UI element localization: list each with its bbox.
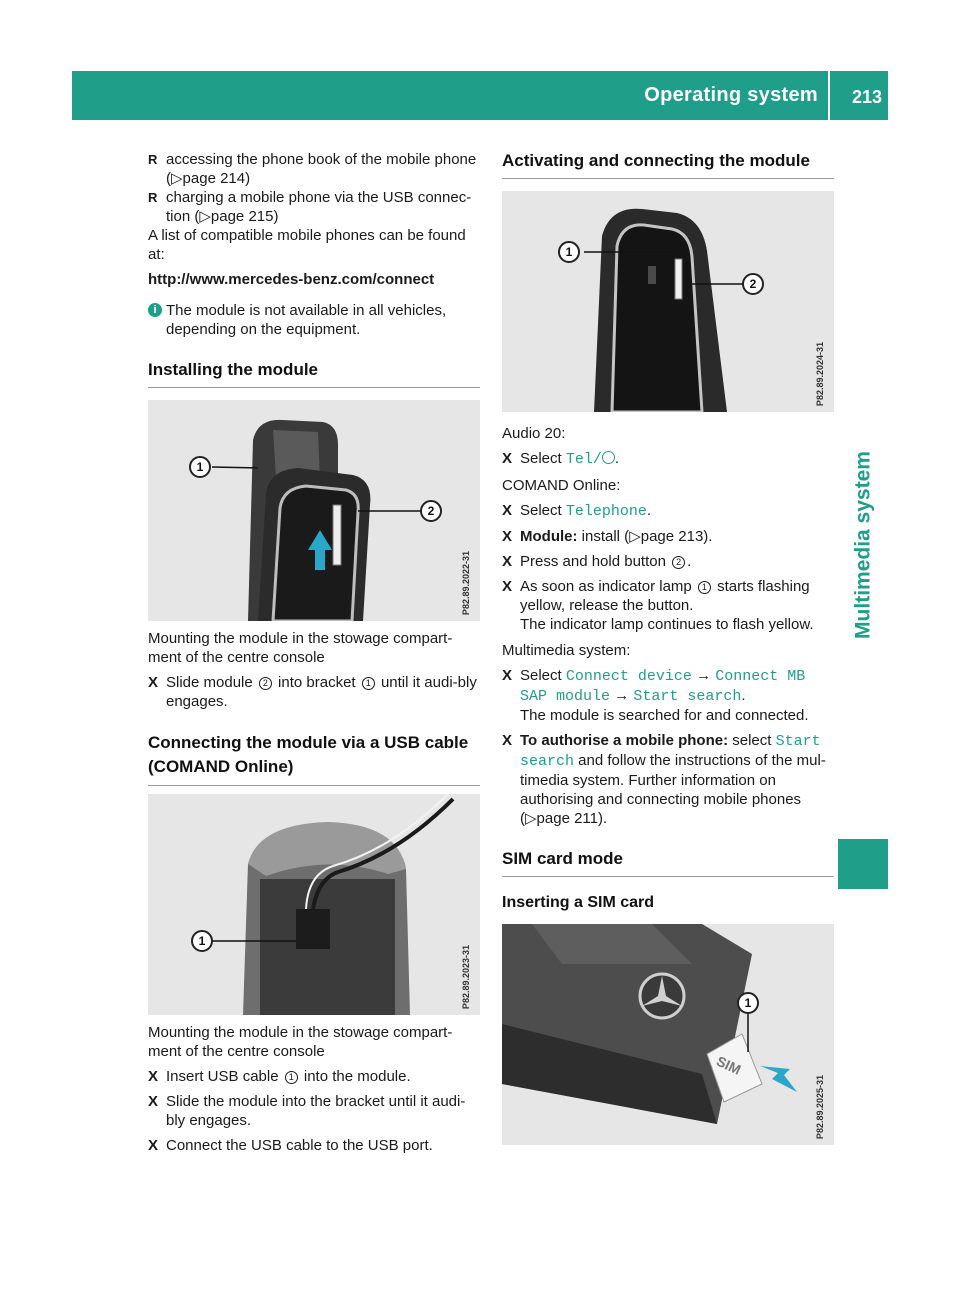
figure-inserting-sim: [502, 924, 834, 1145]
bullet-r-icon: R: [148, 152, 158, 167]
step-x-icon: X: [148, 1137, 159, 1154]
step-slide-bracket: X Slide the module into the bracket until it audi-bly engages.: [148, 1093, 466, 1129]
step-x-icon: X: [502, 502, 513, 519]
sim-card-illustration: [502, 924, 834, 1145]
menu-connect-device[interactable]: Connect device: [565, 668, 692, 685]
page-number: 213: [851, 87, 882, 107]
page-ref-arrow-icon: ▷: [629, 528, 641, 545]
globe-icon: [602, 451, 615, 464]
header-title: Operating system: [644, 84, 818, 106]
right-column: [502, 150, 834, 1145]
menu-start[interactable]: Start: [775, 733, 821, 750]
section-sim-title: SIM card mode: [502, 848, 834, 877]
page-ref-214[interactable]: page 214): [182, 170, 251, 187]
figure1-caption: Mounting the module in the stowage compart-ment of the centre console: [148, 630, 453, 666]
step-indicator-lamp: X As soon as indicator lamp 1 starts flashing yellow, release the button. The indicator lamp continues to flash yellow.: [502, 578, 814, 633]
menu-start-search[interactable]: Start search: [633, 688, 742, 705]
step-x-icon: X: [502, 667, 513, 684]
page-ref-211[interactable]: page 211).: [536, 810, 608, 827]
usb-cable-illustration: [148, 794, 480, 1015]
step-x-icon: X: [502, 553, 513, 570]
svg-text:SIM: SIM: [714, 1052, 744, 1078]
menu-tel[interactable]: Tel/: [565, 451, 602, 468]
step-x-icon: X: [148, 674, 159, 691]
side-tab-text: Multimedia system: [851, 451, 875, 639]
step-press-hold: X Press and hold button 2 .: [502, 553, 692, 570]
step-x-icon: X: [502, 450, 513, 467]
step-x-icon: X: [502, 528, 513, 545]
step-x-icon: X: [148, 1068, 159, 1085]
callout-1: 1: [191, 930, 213, 952]
section-installing-title: Installing the module: [148, 359, 480, 388]
figure-code: P82.89.2024-31: [815, 341, 825, 406]
step-select-connect: X Select Connect device → Connect MB SAP module → Start search. The module is searched for and connected.: [502, 667, 809, 724]
header-divider: [828, 71, 830, 120]
callout-1: 1: [737, 992, 759, 1014]
bullet-charging: R charging a mobile phone via the USB connec-tion (▷page 215): [148, 189, 472, 225]
figure-activating-module: [502, 191, 834, 412]
figure-installing-module: [148, 400, 480, 621]
info-note: i The module is not available in all vehicles, depending on the equipment.: [148, 301, 480, 339]
page-header: [72, 71, 888, 120]
arrow-right-icon: →: [696, 667, 712, 684]
page-ref-arrow-icon: ▷: [171, 170, 183, 187]
callout-ref-1: 1: [362, 677, 375, 690]
menu-telephone[interactable]: Telephone: [565, 503, 647, 520]
callout-ref-2: 2: [672, 556, 685, 569]
compatible-list-intro: A list of compatible mobile phones can be found at:: [148, 227, 466, 263]
figure-usb-cable: [148, 794, 480, 1015]
callout-2: 2: [742, 273, 764, 295]
callout-ref-2: 2: [259, 677, 272, 690]
menu-sap-module[interactable]: SAP module: [520, 688, 611, 705]
step-select-tel: X Select Tel/ .: [502, 450, 620, 468]
arrow-right-icon: →: [614, 687, 630, 704]
callout-ref-1: 1: [698, 581, 711, 594]
step-slide-module: X Slide module 2 into bracket 1 until it audi-bly engages.: [148, 674, 477, 710]
page-ref-215[interactable]: page 215): [210, 208, 279, 225]
figure-code: P82.89.2025-31: [815, 1074, 825, 1139]
multimedia-system-label: Multimedia system:: [502, 642, 631, 659]
figure-code: P82.89.2023-31: [461, 944, 471, 1009]
step-x-icon: X: [502, 578, 513, 595]
callout-1: 1: [189, 456, 211, 478]
section-usb-title: Connecting the module via a USB cable (COMAND Online): [148, 731, 480, 786]
step-insert-usb: X Insert USB cable 1 into the module.: [148, 1068, 411, 1085]
callout-ref-1: 1: [285, 1071, 298, 1084]
callout-2: 2: [420, 500, 442, 522]
step-select-telephone: X Select Telephone.: [502, 502, 652, 520]
step-x-icon: X: [148, 1093, 159, 1110]
section-activating-title: Activating and connecting the module: [502, 150, 834, 179]
menu-connect-mb[interactable]: Connect MB: [715, 668, 806, 685]
side-tab-label: [838, 420, 888, 670]
figure2-caption: Mounting the module in the stowage compart-ment of the centre console: [148, 1024, 453, 1060]
page-ref-arrow-icon: ▷: [199, 208, 211, 225]
bullet-phone-book: R accessing the phone book of the mobile phone (▷page 214): [148, 151, 477, 187]
figure-code: P82.89.2022-31: [461, 550, 471, 615]
callout-1: 1: [558, 241, 580, 263]
info-icon: i: [148, 303, 162, 317]
audio-20-label: Audio 20:: [502, 425, 566, 442]
side-tab-marker: [838, 839, 888, 889]
bullet-r-icon: R: [148, 190, 158, 205]
menu-search[interactable]: search: [520, 753, 575, 770]
step-connect-usb: X Connect the USB cable to the USB port.: [148, 1137, 433, 1154]
step-authorise-phone: X To authorise a mobile phone: select Start search and follow the instructions of the mul-timedia system. Further information on authorising and connecting mobile phones (▷page 211).: [502, 732, 826, 827]
subsection-inserting-sim-title: Inserting a SIM card: [502, 894, 655, 911]
page-ref-213[interactable]: page 213).: [640, 528, 713, 545]
page-ref-arrow-icon: ▷: [525, 810, 537, 827]
module-button-illustration: [502, 191, 834, 412]
comand-online-label: COMAND Online:: [502, 477, 621, 494]
left-column: [148, 150, 480, 1155]
step-module-install: X Module: install (▷page 213).: [502, 528, 713, 545]
connect-url[interactable]: http://www.mercedes-benz.com/connect: [148, 271, 435, 288]
step-x-icon: X: [502, 732, 513, 749]
